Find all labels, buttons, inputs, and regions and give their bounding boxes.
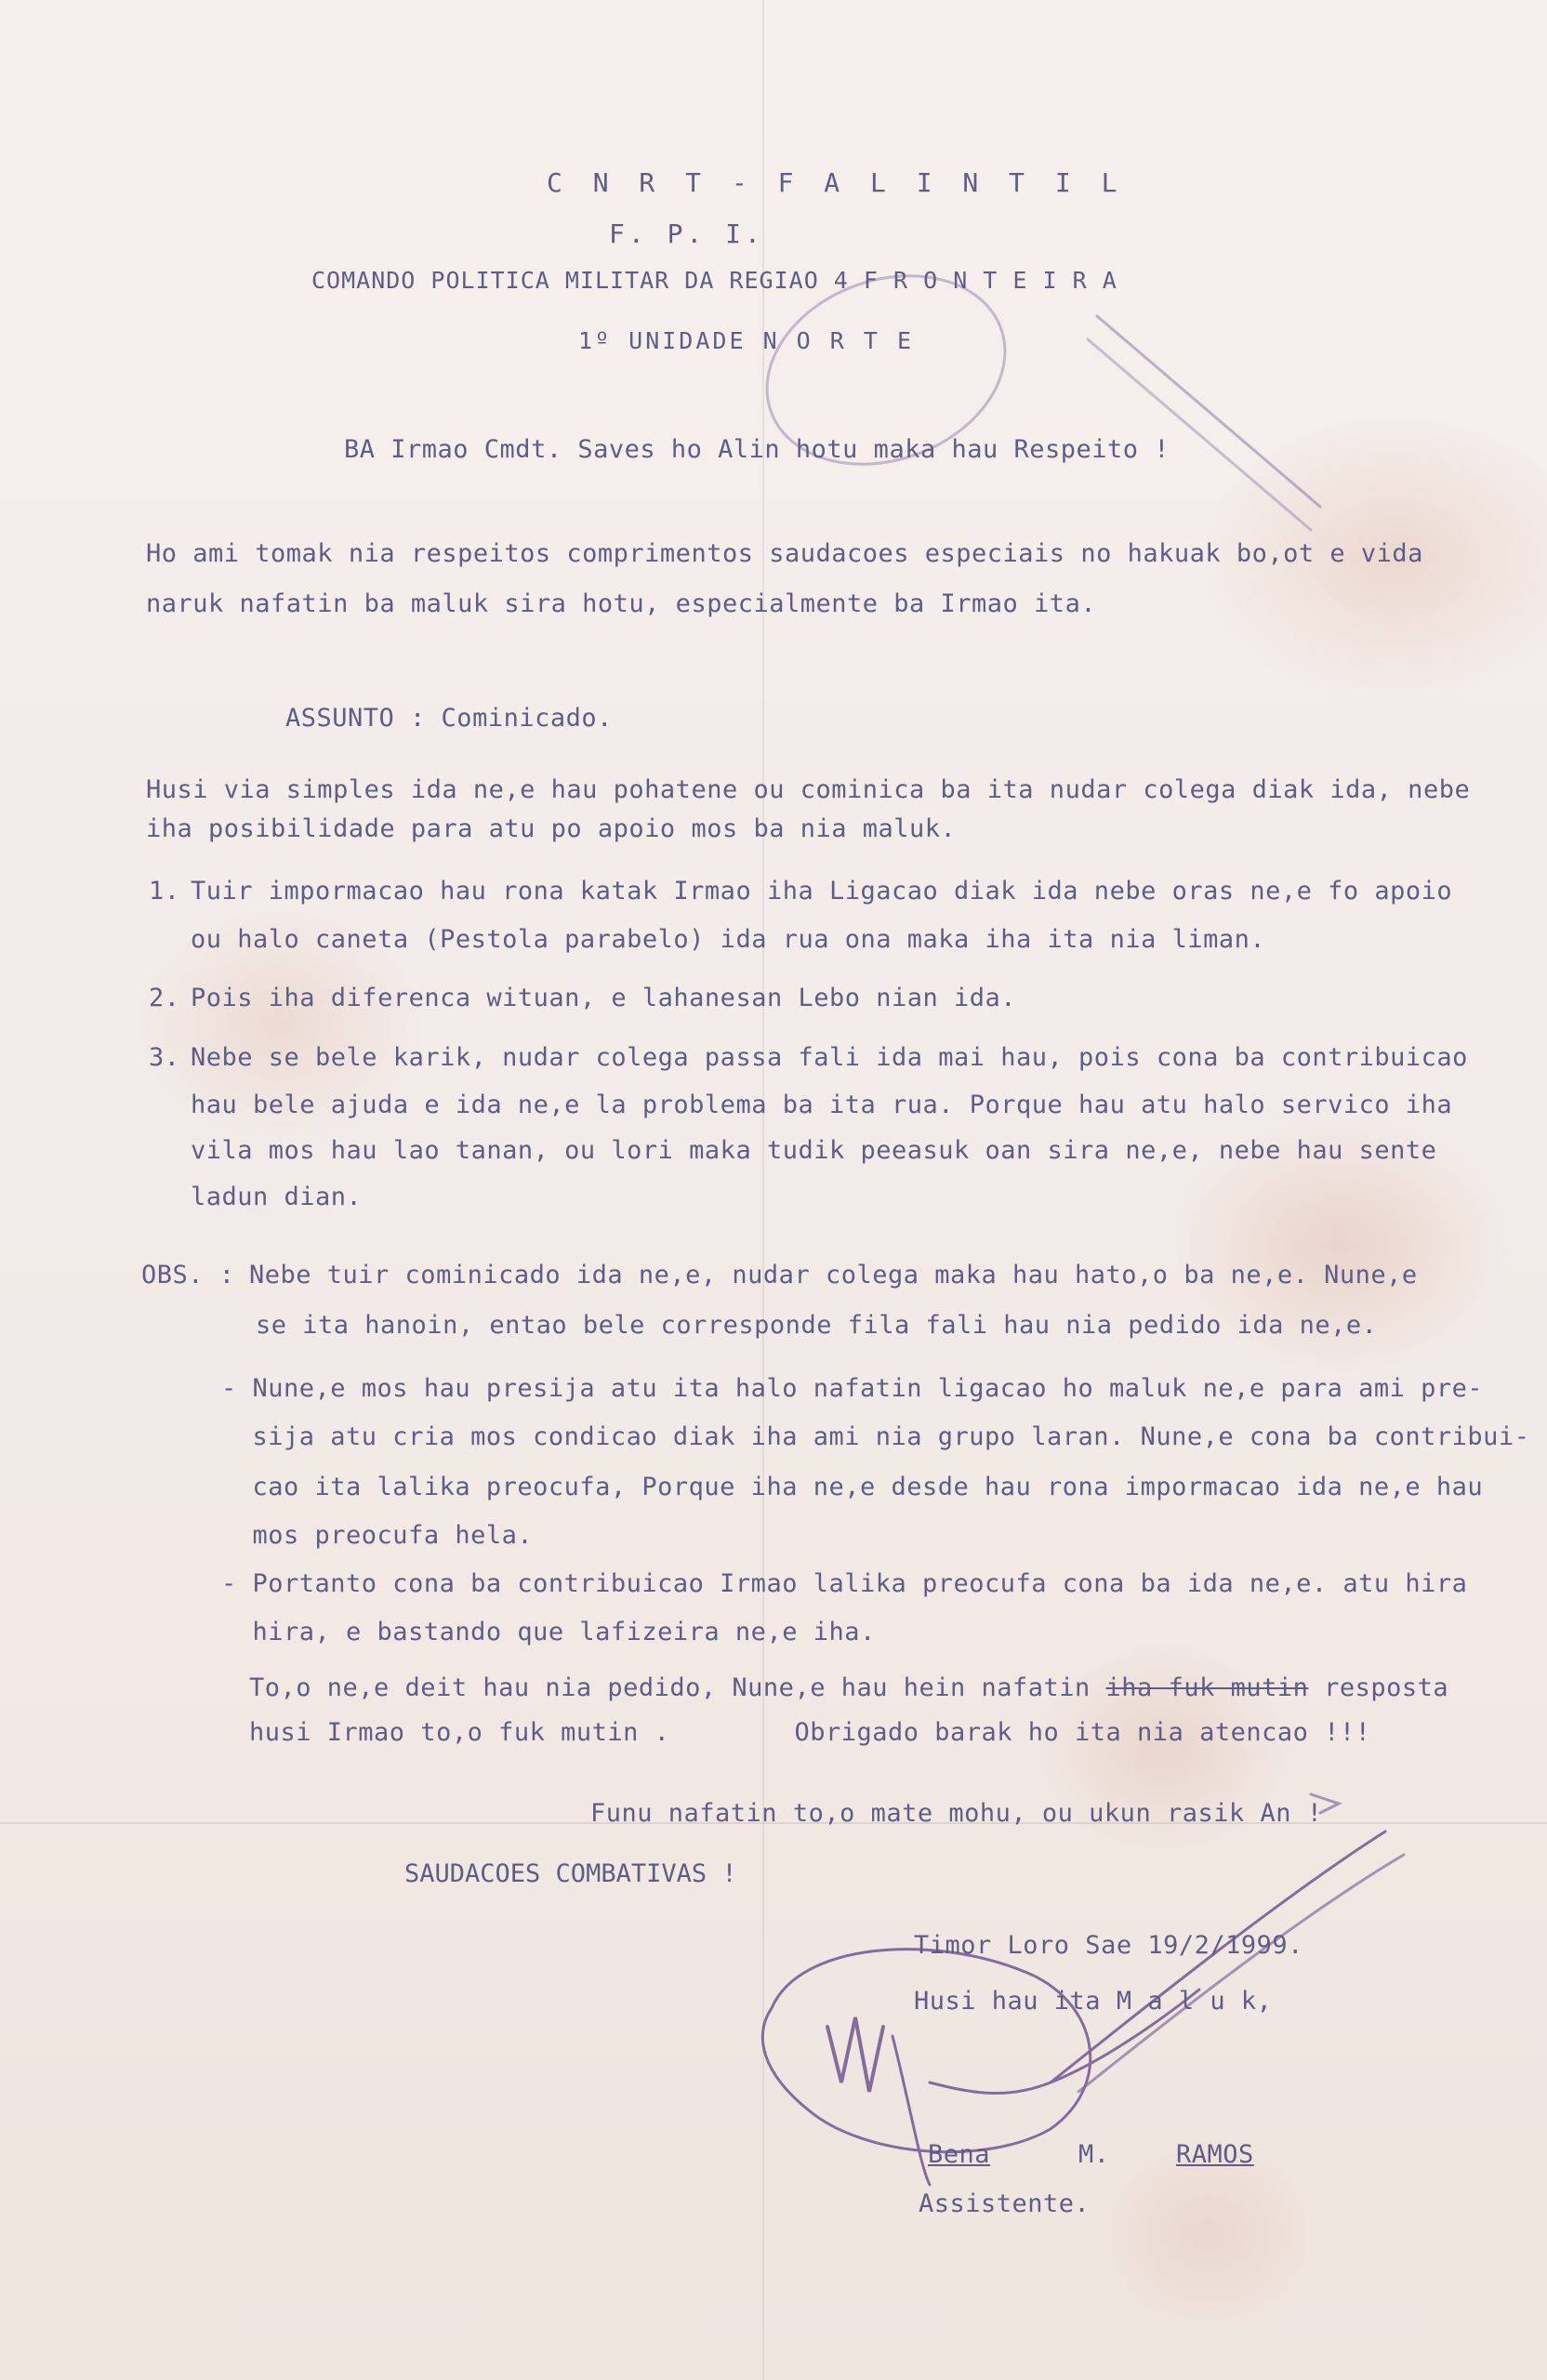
signatory-role: Assistente. [919,2189,1091,2218]
closing-text: To,o ne,e deit hau nia pedido, Nune,e hau hein nafatin [249,1673,1106,1702]
obs-bullet-line: sija atu cria mos condicao diak iha ami nia grupo laran. Nune,e cona ba contribui- [221,1422,1530,1451]
item-line: vila mos hau lao tanan, ou lori maka tudik peeasuk oan sira ne,e, nebe hau sente [191,1136,1437,1165]
item-line: Nebe se bele karik, nudar colega passa fali ida mai hau, pois cona ba contribuicao [191,1043,1468,1072]
paragraph-line: iha posibilidade para atu po apoio mos ba nia maluk. [146,814,957,843]
item-number: 2. [149,984,180,1012]
paragraph-line: Husi via simples ida ne,e hau pohatene ou cominica ba ita nudar colega diak ida, nebe [146,775,1471,804]
motto: Funu nafatin to,o mate mohu, ou ukun rasik An ! [590,1799,1323,1828]
obs-line: Nebe tuir cominicado ida ne,e, nudar colega maka hau hato,o ba ne,e. Nune,e [249,1261,1418,1289]
header-line-3: COMANDO POLITICA MILITAR DA REGIAO 4 F R O N T E I R A [311,267,1117,294]
obs-bullet-line: cao ita lalika preocufa, Porque iha ne,e desde hau rona impormacao ida ne,e hau [221,1473,1484,1501]
salutation: BA Irmao Cmdt. Saves ho Alin hotu maka hau Respeito ! [344,435,1170,464]
obs-bullet-line: - Portanto cona ba contribuicao Irmao lalika preocufa cona ba ida ne,e. atu hira [221,1569,1468,1598]
obs-bullet-line: mos preocufa hela. [221,1521,534,1550]
item-number: 3. [149,1043,180,1072]
place-date: Timor Loro Sae 19/2/1999. [914,1931,1303,1960]
from-line: Husi hau ita M a l u k, [914,1987,1273,2016]
closing-line: husi Irmao to,o fuk mutin . Obrigado barak ho ita nia atencao !!! [249,1718,1371,1747]
greeting: SAUDACOES COMBATIVAS ! [404,1859,737,1888]
header-line-2: F. P. I. [609,218,764,249]
item-line: Pois iha diferenca wituan, e lahanesan Lebo nian ida. [191,984,1017,1012]
subject-line: ASSUNTO : Cominicado. [285,704,613,733]
obs-label: OBS. : [141,1261,235,1289]
intro-line: naruk nafatin ba maluk sira hotu, especialmente ba Irmao ita. [146,589,1097,618]
intro-line: Ho ami tomak nia respeitos comprimentos saudacoes especiais no hakuak bo,ot e vida [146,539,1423,568]
item-line: ou halo caneta (Pestola parabelo) ida rua ona maka iha ita nia liman. [191,925,1266,954]
header-line-4: 1º UNIDADE N O R T E [578,327,915,354]
header-line-1: C N R T - F A L I N T I L [547,167,1125,198]
obs-bullet-line: hira, e bastando que lafizeira ne,e iha. [221,1618,876,1646]
item-number: 1. [149,877,180,906]
obs-bullet-line: - Nune,e mos hau presija atu ita halo nafatin ligacao ho maluk ne,e para ami pre- [221,1374,1484,1403]
signatory-last-name: RAMOS [1176,2140,1254,2169]
item-line: hau bele ajuda e ida ne,e la problema ba ita rua. Porque hau atu halo servico iha [191,1091,1453,1119]
struck-text: iha fuk mutin [1105,1673,1309,1702]
item-line: Tuir impormacao hau rona katak Irmao iha Ligacao diak ida nebe oras ne,e fo apoio [191,877,1453,906]
signatory-first-name: Bena [928,2140,991,2169]
closing-text: resposta [1308,1673,1449,1702]
signatory-initial: M. [1078,2140,1110,2169]
obs-line: se ita hanoin, entao bele corresponde fila fali hau nia pedido ida ne,e. [256,1311,1378,1340]
item-line: ladun dian. [191,1183,363,1211]
